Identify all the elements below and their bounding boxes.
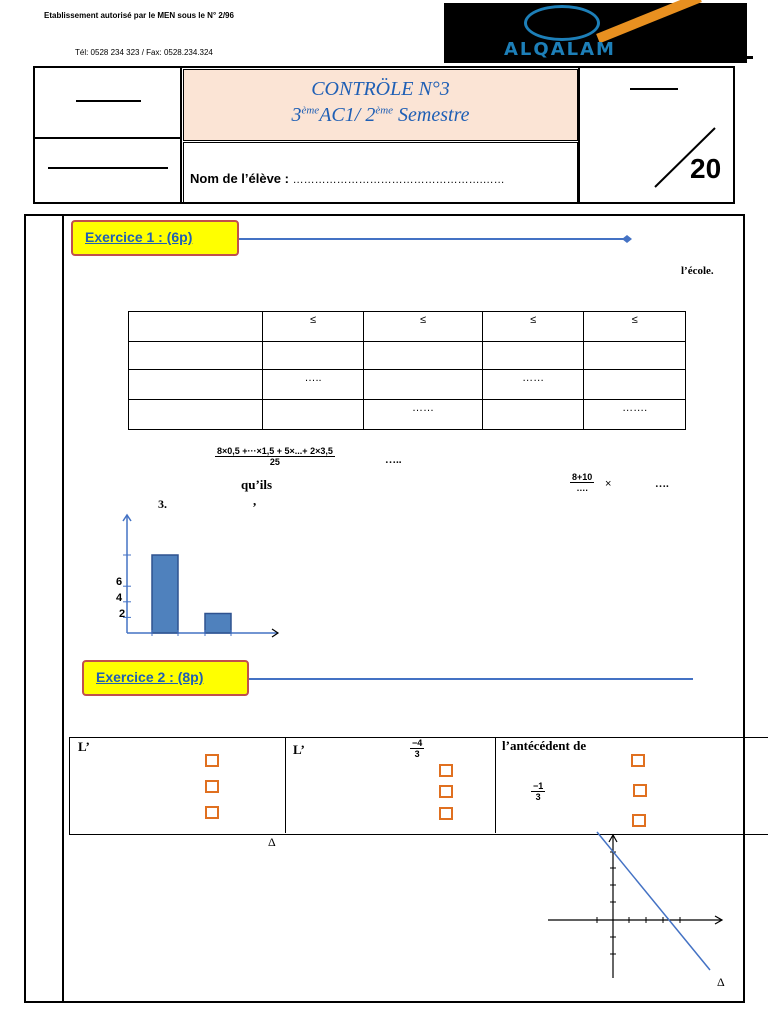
fraction-two-dots: …. bbox=[655, 478, 669, 490]
exercise2-label-box bbox=[82, 660, 249, 696]
col2-frac-den: 3 bbox=[414, 749, 420, 759]
table-header-cell: ≤ bbox=[584, 312, 686, 342]
chart-label-2: 2 bbox=[119, 608, 126, 620]
frequency-table bbox=[128, 311, 686, 430]
score-line bbox=[630, 88, 678, 90]
student-name-field[interactable]: Nom de l’élève : …………………………………………….…… bbox=[190, 171, 505, 186]
table-cell[interactable] bbox=[364, 370, 483, 400]
table-cell[interactable] bbox=[129, 400, 263, 430]
margin-line bbox=[62, 214, 64, 1003]
table-header-cell: ≤ bbox=[364, 312, 483, 342]
table-cell[interactable] bbox=[129, 342, 263, 370]
mean-fraction bbox=[215, 446, 335, 467]
table-cell[interactable] bbox=[482, 342, 583, 370]
fraction-two-numerator: 8+10 bbox=[572, 472, 593, 482]
mcq-col3-title: l’antécédent de bbox=[502, 738, 587, 753]
exam-title: CONTRÖLE N°3 bbox=[311, 78, 450, 100]
table-header-cell: ≤ bbox=[482, 312, 583, 342]
pencil-icon bbox=[596, 0, 702, 43]
chart-label-6: 6 bbox=[116, 576, 123, 588]
exercise2-label: Exercice 2 : (8p) bbox=[96, 669, 204, 685]
logo-text: ALQALAM bbox=[504, 39, 616, 60]
left-cell-divider bbox=[35, 137, 180, 139]
school-logo bbox=[444, 3, 747, 63]
col3-frac-num: −1 bbox=[533, 781, 544, 791]
table-header-cell: ≤ bbox=[262, 312, 363, 342]
checkbox-q3-a[interactable] bbox=[631, 754, 645, 767]
authorization-text: Etablissement autorisé par le MEN sous le N° 2/96 bbox=[44, 11, 234, 20]
student-name-box bbox=[183, 142, 578, 204]
checkbox-q3-b[interactable] bbox=[633, 784, 647, 797]
grade-line-2 bbox=[48, 167, 168, 169]
logo-q-shape bbox=[524, 5, 600, 41]
table-cell[interactable] bbox=[129, 370, 263, 400]
mcq-divider-2 bbox=[495, 737, 496, 833]
fraction-two-denominator: …. bbox=[576, 483, 588, 493]
checkbox-q2-a[interactable] bbox=[439, 764, 453, 777]
table-header-cell bbox=[129, 312, 263, 342]
col2-frac-num: −4 bbox=[412, 738, 423, 748]
table-row bbox=[129, 342, 686, 370]
mean-dots: ….. bbox=[385, 454, 402, 466]
exercise2-rule bbox=[249, 678, 693, 680]
title-box bbox=[183, 69, 578, 141]
table-cell[interactable]: …… bbox=[482, 370, 583, 400]
exercise1-rule bbox=[239, 233, 639, 245]
linear-graph bbox=[540, 830, 740, 995]
grade-line-1 bbox=[76, 100, 141, 102]
delta-label: Δ bbox=[268, 835, 276, 849]
table-cell[interactable] bbox=[262, 342, 363, 370]
table-row bbox=[129, 370, 686, 400]
contact-text: Tél: 0528 234 323 / Fax: 0528.234.324 bbox=[75, 48, 213, 57]
chart-bar bbox=[205, 614, 231, 634]
mean-denominator: 25 bbox=[269, 457, 280, 467]
graph-delta-label: Δ bbox=[717, 975, 725, 989]
line-delta bbox=[597, 832, 710, 970]
score-total: 20 bbox=[690, 153, 722, 184]
table-cell[interactable] bbox=[482, 400, 583, 430]
mcq-divider-1 bbox=[285, 737, 286, 833]
exercise1-label-box bbox=[71, 220, 239, 256]
exam-subtitle: 3èmeAC1/ 2ème Semestre bbox=[291, 104, 470, 126]
checkbox-q2-c[interactable] bbox=[439, 807, 453, 820]
times-sign: × bbox=[605, 478, 612, 490]
graph-ticks bbox=[597, 852, 680, 954]
chart-bar bbox=[152, 555, 178, 633]
col3-frac-den: 3 bbox=[535, 792, 541, 802]
checkbox-q1-c[interactable] bbox=[205, 806, 219, 819]
checkbox-q1-a[interactable] bbox=[205, 754, 219, 767]
table-cell[interactable] bbox=[584, 342, 686, 370]
fraction-two bbox=[570, 472, 594, 493]
comma-text: , bbox=[253, 493, 257, 508]
checkbox-q1-b[interactable] bbox=[205, 780, 219, 793]
table-cell[interactable]: ……. bbox=[584, 400, 686, 430]
mcq-col1-title: L’ bbox=[78, 739, 90, 754]
mcq-col2-fraction bbox=[410, 738, 424, 759]
chart-label-4: 4 bbox=[116, 592, 123, 604]
mean-numerator: 8×0,5 +···×1,5 + 5×...+ 2×3,5 bbox=[217, 446, 333, 456]
exercise1-label: Exercice 1 : (6p) bbox=[85, 229, 193, 245]
bar-chart bbox=[110, 510, 285, 645]
table-cell[interactable] bbox=[262, 400, 363, 430]
table-cell[interactable] bbox=[584, 370, 686, 400]
mcq-col3-fraction bbox=[531, 781, 545, 802]
question-3: 3. bbox=[158, 497, 167, 511]
checkbox-q2-b[interactable] bbox=[439, 785, 453, 798]
quils-text: qu’ils bbox=[241, 477, 273, 492]
mcq-col2-title: L’ bbox=[293, 742, 305, 757]
table-row bbox=[129, 400, 686, 430]
checkbox-q3-c[interactable] bbox=[632, 814, 646, 827]
ecole-text: l’école. bbox=[681, 265, 714, 277]
logo-underline bbox=[733, 56, 753, 59]
table-cell[interactable]: ….. bbox=[262, 370, 363, 400]
table-cell[interactable] bbox=[364, 342, 483, 370]
table-cell[interactable]: …… bbox=[364, 400, 483, 430]
left-grade-cell bbox=[35, 68, 182, 202]
